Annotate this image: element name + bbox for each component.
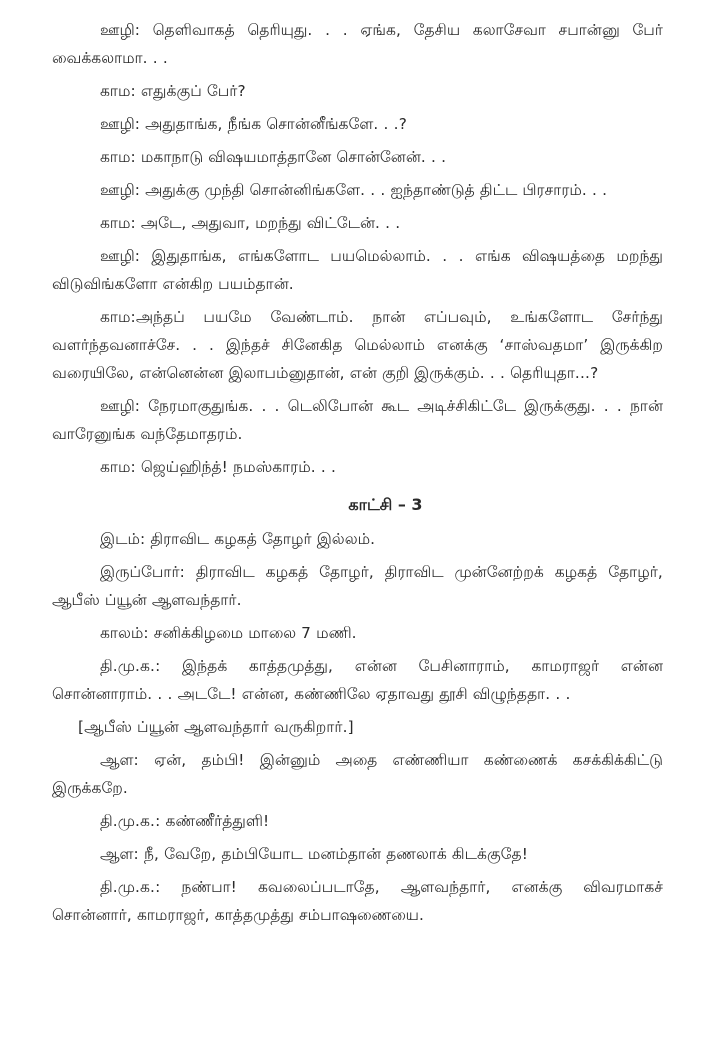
dialogue-line: காம:அந்தப் பயமே வேண்டாம். நான் எப்பவும், உங்களோட சேர்ந்து வளர்ந்தவனாச்சே. . . இந்தச் சினேகித மெல்லாம் எனக்கு ‘சாஸ்வதமா’ இருக்கிற வரையிலே, என்னென்ன இலாபம்னுதான், என் குறி இருக்கும். . . தெரியுதா...? (52, 308, 663, 382)
dialogue-line: ஊழி: அதுக்கு முந்தி சொன்னிங்களே. . . ஐந்தாண்டுத் திட்ட பிரசாரம். . . (100, 181, 608, 199)
setting-line: காலம்: சனிக்கிழமை மாலை 7 மணி. (100, 624, 357, 642)
dialogue-line: காம: மகாநாடு விஷயமாத்தானே சொன்னேன். . . (100, 148, 447, 166)
dialogue-line: தி.மு.க.: கண்ணீர்த்துளி! (100, 812, 270, 830)
dialogue-line: காம: ஜெய்ஹிந்த்! நமஸ்காரம். . . (100, 458, 337, 476)
dialogue-line: காம: எதுக்குப் பேர்? (100, 82, 246, 100)
dialogue-line: காம: அடே, அதுவா, மறந்து விட்டேன். . . (100, 214, 401, 232)
setting-line: இடம்: திராவிட கழகத் தோழர் இல்லம். (100, 530, 376, 548)
dialogue-line: ஆள: நீ, வேறே, தம்பியோட மனம்தான் தணலாக் கிடக்குதே! (100, 845, 529, 863)
dialogue-line: தி.மு.க.: நண்பா! கவலைப்படாதே, ஆளவந்தார், எனக்கு விவரமாகச் சொன்னார், காமராஜர், காத்தமுத்து சம்பாஷணையை. (52, 878, 663, 924)
dialogue-line: ஊழி: இதுதாங்க, எங்களோட பயமெல்லாம். . . எங்க விஷயத்தை மறந்து விடுவிங்களோ என்கிற பயம்தான். (52, 247, 663, 293)
scene-heading: காட்சி – 3 (348, 495, 423, 514)
dialogue-line: ஊழி: தெளிவாகத் தெரியுது. . . ஏங்க, தேசிய கலாசேவா சபான்னு பேர் வைக்கலாமா. . . (52, 21, 663, 67)
setting-line: இருப்போர்: திராவிட கழகத் தோழர், திராவிட முன்னேற்றக் கழகத் தோழர், ஆபீஸ் ப்யூன் ஆளவந்தார். (52, 563, 663, 609)
dialogue-line: தி.மு.க.: இந்தக் காத்தமுத்து, என்ன பேசினாராம், காமராஜர் என்ன சொன்னாராம். . . அடடே! என்ன, கண்ணிலே ஏதாவது தூசி விழுந்ததா. . . (52, 657, 663, 703)
dialogue-line: ஊழி: அதுதாங்க, நீங்க சொன்னீங்களே. . .? (100, 115, 408, 133)
stage-direction: [ஆபீஸ் ப்யூன் ஆளவந்தார் வருகிறார்.] (78, 718, 354, 736)
dialogue-line: ஊழி: நேரமாகுதுங்க. . . டெலிபோன் கூட அடிச்சிகிட்டே இருக்குது. . . நான் வாரேனுங்க வந்தேமாதரம். (52, 397, 663, 443)
dialogue-line: ஆள: ஏன், தம்பி! இன்னும் அதை எண்ணியா கண்ணைக் கசக்கிக்கிட்டு இருக்கறே. (52, 751, 663, 797)
